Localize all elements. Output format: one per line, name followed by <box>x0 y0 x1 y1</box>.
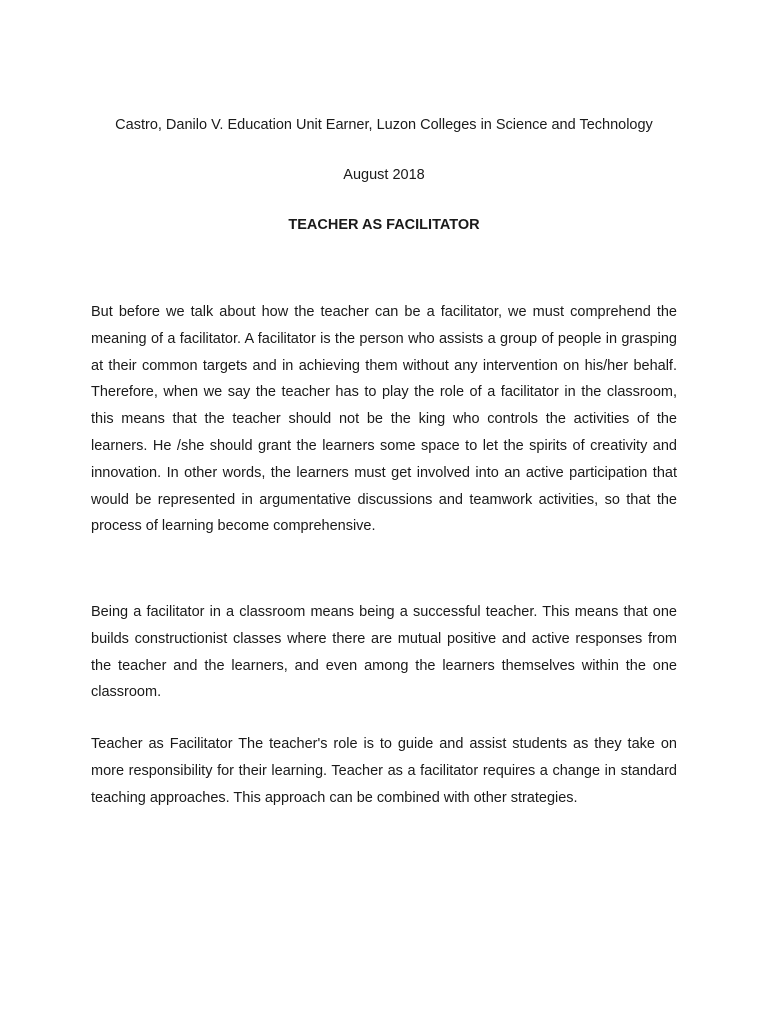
document-title: TEACHER AS FACILITATOR <box>288 217 480 233</box>
author-byline: Castro, Danilo V. Education Unit Earner, Luzon Colleges in Science and Technology <box>115 117 653 133</box>
body-paragraph: But before we talk about how the teacher can be a facilitator, we must comprehend the meaning of a facilitator. A facilitator is the person who assists a group of people in grasping at their common targets and in achieving them without any intervention on his/her behalf. Therefore, when we say the teacher has to play the role of a facilitator in the classroom, this means that the teacher should not be the king who controls the activities of the learners. He /she should grant the learners some space to let the spirits of creativity and innovation. In other words, the learners must get involved into an active participation that would be represented in argumentative discussions and teamwork activities, so that the process of learning become comprehensive. <box>91 304 677 535</box>
document-date: August 2018 <box>343 167 425 183</box>
body-paragraph: Being a facilitator in a classroom means being a successful teacher. This means that one builds constructionist classes where there are mutual positive and active responses from the teacher and the learners, and even among the learners themselves within the one classroom. <box>91 604 677 701</box>
body-paragraph: Teacher as Facilitator The teacher's role is to guide and assist students as they take on more responsibility for their learning. Teacher as a facilitator requires a change in standard teaching approaches. This approach can be combined with other strategies. <box>91 736 677 806</box>
